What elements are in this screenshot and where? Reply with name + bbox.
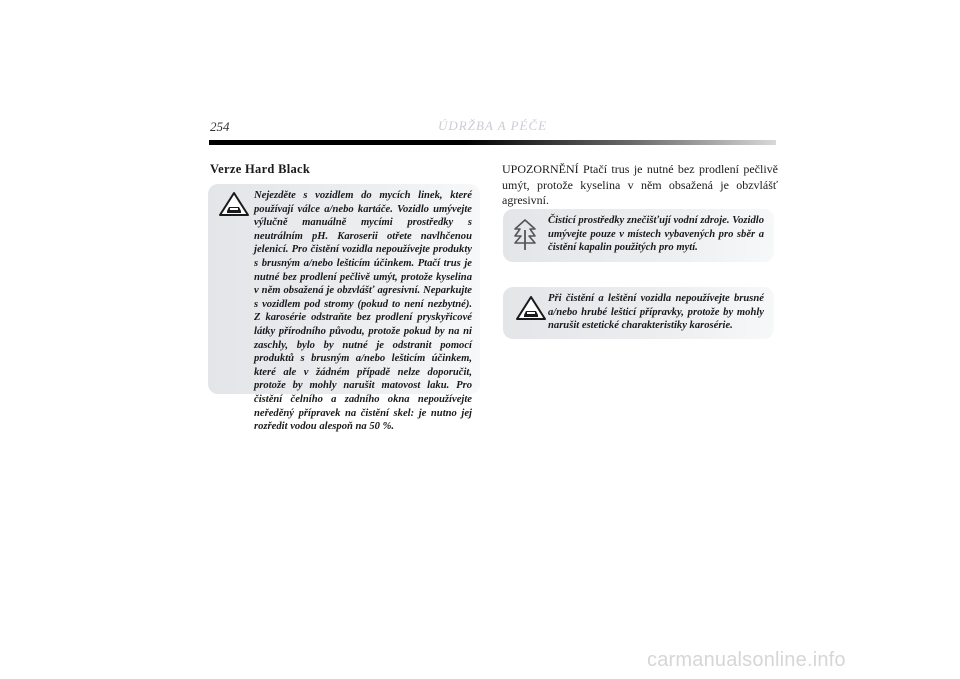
warning-text-right: Při čistění a leštění vozidla nepoužívejte brusné a/nebo hrubé lešticí přípravky, protože by mohly narušit estetické charakteristiky karosérie. [548,293,764,332]
environment-tree-icon [513,218,537,252]
car-warning-icon [515,295,547,321]
section-heading: Verze Hard Black [210,162,311,176]
intro-text: UPOZORNĚNÍ Ptačí trus je nutné bez prodlení pečlivě umýt, protože kyselina v něm obsažená je obzvlášť agresivní. [502,162,778,207]
watermark: carmanualsonline.info [647,649,846,671]
environment-text: Čisticí prostředky znečišťují vodní zdroje. Vozidlo umývejte pouze v místech vybavených pro sběr a čistění kapalin použitých pro mytí. [548,215,764,254]
warning-text-left: Nejezděte s vozidlem do mycích linek, které používají válce a/nebo kartáče. Vozidlo umývejte výlučně manuálně mycími prostředky s neutrálním pH. Karoserii otřete navlhčenou jelenicí. Pro čistění vozidla nepoužívejte produkty s brusným a/nebo lešticím účinkem. Ptačí trus je nutné bez prodlení pečlivě umýt, protože kyselina v něm obsažená je obzvlášť agresivní. Neparkujte s vozidlem pod stromy (pokud to není nezbytné). Z karosérie odstraňte bez prodlení pryskyřicové látky přírodního původu, protože pokud by na ni zaschly, bylo by nutné je odstranit pomocí produktů s brusným a/nebo lešticím účinkem, které ale v žádném případě nelze doporučit, protože by mohly narušit matovost laku. Pro čistění čelního a zadního okna nepoužívejte neředěný přípravek na čistění skel: je nutno jej rozředit vodou alespoň na 50 %. [254,190,472,433]
environment-box [503,209,774,262]
warning-box-left [208,184,480,433]
chapter-title: ÚDRŽBA A PÉČE [438,118,548,133]
header-rule [209,140,776,145]
page-number: 254 [210,119,230,134]
warning-box-right [503,287,774,339]
car-warning-icon [218,191,250,217]
